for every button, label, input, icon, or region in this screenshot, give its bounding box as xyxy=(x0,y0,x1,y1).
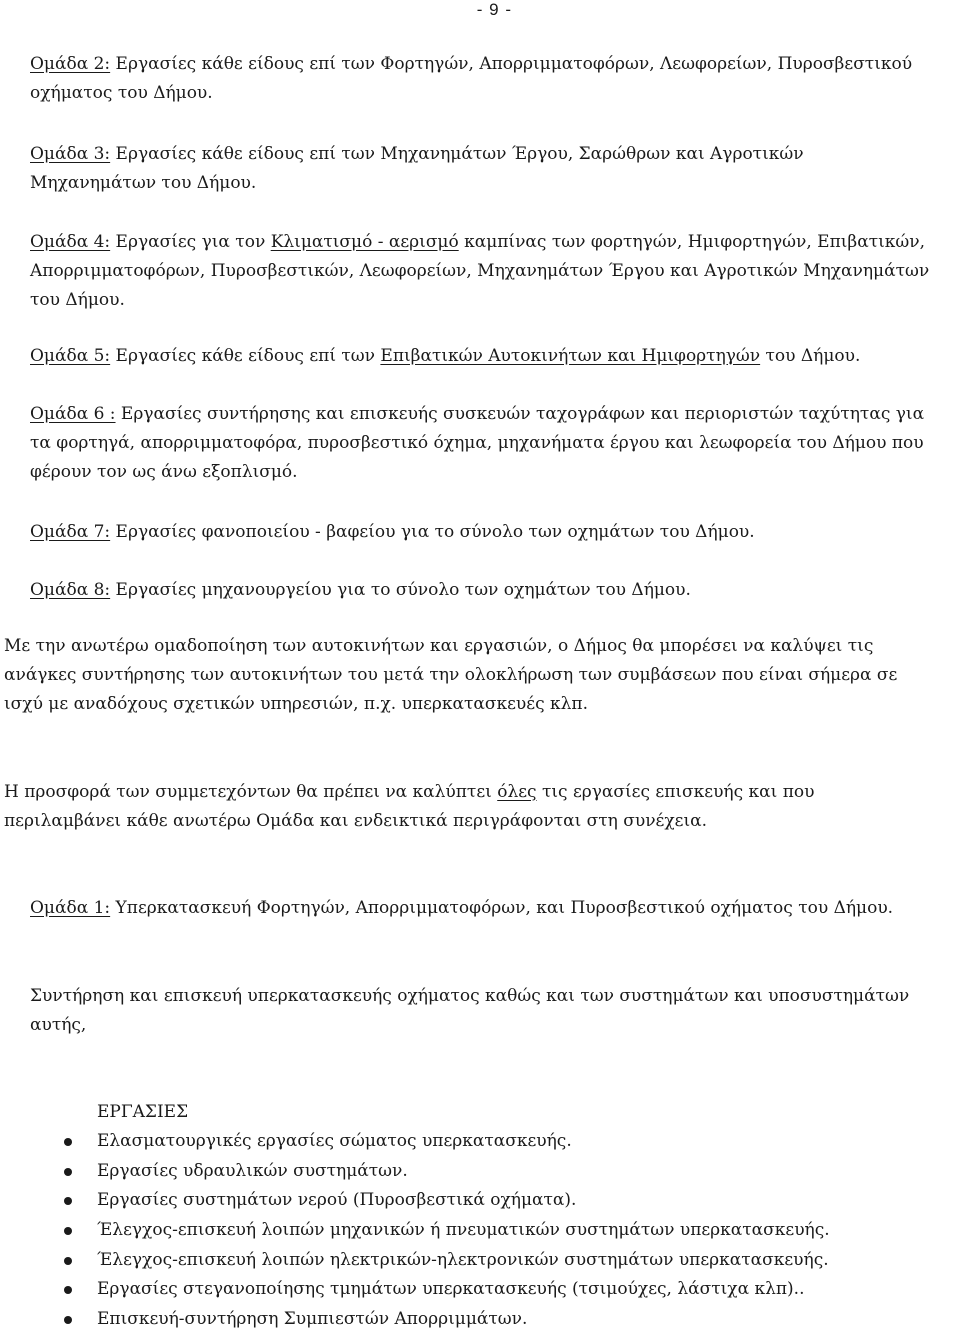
maintenance-intro: Συντήρηση και επισκευή υπερκατασκευής οχήματος καθώς και των συστημάτων και υποσυστημάτων αυτής, xyxy=(30,986,910,1035)
list-item: Έλεγχος-επισκευή λοιπών ηλεκτρικών-ηλεκτρονικών συστημάτων υπερκατασκευής. xyxy=(60,1246,940,1276)
group-5-text-post: του Δήμου. xyxy=(760,346,861,366)
list-item: Ελασματουργικές εργασίες σώματος υπερκατασκευής. xyxy=(60,1127,940,1157)
bullet-icon xyxy=(64,1138,72,1146)
list-item: Έλεγχος-επισκευή λοιπών μηχανικών ή πνευματικών συστημάτων υπερκατασκευής. xyxy=(60,1216,940,1246)
offer-underlined-text: όλες xyxy=(497,782,537,802)
group-4-paragraph xyxy=(30,228,932,315)
group-5-paragraph xyxy=(30,342,932,371)
group-1-paragraph xyxy=(30,894,932,923)
group-1-label: Ομάδα 1: xyxy=(30,898,111,918)
group-7-label: Ομάδα 7: xyxy=(30,522,111,542)
bullet-icon xyxy=(64,1257,72,1265)
group-3-label: Ομάδα 3: xyxy=(30,144,111,164)
bullet-icon xyxy=(64,1227,72,1235)
offer-text-post: τις εργασίες επισκευής και που περιλαμβάνει κάθε ανωτέρω Ομάδα και ενδεικτικά περιγράφονται στη συνέχεια. xyxy=(4,782,815,831)
group-2-paragraph xyxy=(30,50,932,108)
group-4-underlined-text: Κλιματισμό - αερισμό xyxy=(270,232,459,252)
group-4-text-post: καμπίνας των φορτηγών, Ημιφορτηγών, Επιβατικών, Απορριμματοφόρων, Πυροσβεστικών, Λεωφορείων, Μηχανημάτων Έργου και Αγροτικών Μηχανημάτων του Δήμου. xyxy=(30,232,930,310)
list-item: Εργασίες συστημάτων νερού (Πυροσβεστικά οχήματα). xyxy=(60,1186,940,1216)
group-4-label: Ομάδα 4: xyxy=(30,232,111,252)
tasks-list xyxy=(60,1127,940,1335)
group-4-text-pre: Εργασίες για τον xyxy=(110,232,271,252)
group-8-text: Εργασίες μηχανουργείου για το σύνολο των οχημάτων του Δήμου. xyxy=(110,580,691,600)
offer-paragraph xyxy=(4,778,920,836)
group-2-label: Ομάδα 2: xyxy=(30,54,111,74)
group-3-paragraph xyxy=(30,140,932,198)
group-3-text: Εργασίες κάθε είδους επί των Μηχανημάτων Έργου, Σαρώθρων και Αγροτικών Μηχανημάτων του Δήμου. xyxy=(30,144,804,193)
group-6-label: Ομάδα 6 : xyxy=(30,404,116,424)
group-5-label: Ομάδα 5: xyxy=(30,346,111,366)
group-5-underlined-text: Επιβατικών Αυτοκινήτων και Ημιφορτηγών xyxy=(380,346,761,366)
list-item: Εργασίες στεγανοποίησης τμημάτων υπερκατασκευής (τσιμούχες, λάστιχα κλπ).. xyxy=(60,1275,940,1305)
group-5-text-pre: Εργασίες κάθε είδους επί των xyxy=(110,346,381,366)
group-7-text: Εργασίες φανοποιείου - βαφείου για το σύνολο των οχημάτων του Δήμου. xyxy=(110,522,755,542)
page-number: - 9 - xyxy=(476,0,512,19)
tasks-heading: ΕΡΓΑΣΙΕΣ xyxy=(97,1102,189,1122)
list-item: Εργασίες υδραυλικών συστημάτων. xyxy=(60,1157,940,1187)
group-2-text: Εργασίες κάθε είδους επί των Φορτηγών, Απορριμματοφόρων, Λεωφορείων, Πυροσβεστικού οχήματος του Δήμου. xyxy=(30,54,913,103)
bullet-icon xyxy=(64,1197,72,1205)
group-6-paragraph xyxy=(30,400,932,487)
list-item: Επισκευή-συντήρηση Συμπιεστών Απορριμμάτων. xyxy=(60,1305,940,1335)
group-1-text: Υπερκατασκευή Φορτηγών, Απορριμματοφόρων, και Πυροσβεστικού οχήματος του Δήμου. xyxy=(110,898,894,918)
group-8-label: Ομάδα 8: xyxy=(30,580,111,600)
bullet-icon xyxy=(64,1316,72,1324)
group-8-paragraph xyxy=(30,576,932,605)
grouping-paragraph: Με την ανωτέρω ομαδοποίηση των αυτοκινήτων και εργασιών, ο Δήμος θα μπορέσει να καλύψει τις ανάγκες συντήρησης των αυτοκινήτων του μετά την ολοκλήρωση των συμβάσεων που είναι σήμερα σε ισχύ με αναδόχους σχετικών υπηρεσιών, π.χ. υπερκατασκευές κλπ. xyxy=(4,636,898,714)
group-6-text: Εργασίες συντήρησης και επισκευής συσκευών ταχογράφων και περιοριστών ταχύτητας για τα φορτηγά, απορριμματοφόρα, πυροσβεστικό όχημα, μηχανήματα έργου και λεωφορεία του Δήμου που φέρουν τον ως άνω εξοπλισμό. xyxy=(30,404,925,482)
bullet-icon xyxy=(64,1286,72,1294)
bullet-icon xyxy=(64,1168,72,1176)
offer-text-pre: Η προσφορά των συμμετεχόντων θα πρέπει να καλύπτει xyxy=(4,782,498,802)
group-7-paragraph xyxy=(30,518,932,547)
